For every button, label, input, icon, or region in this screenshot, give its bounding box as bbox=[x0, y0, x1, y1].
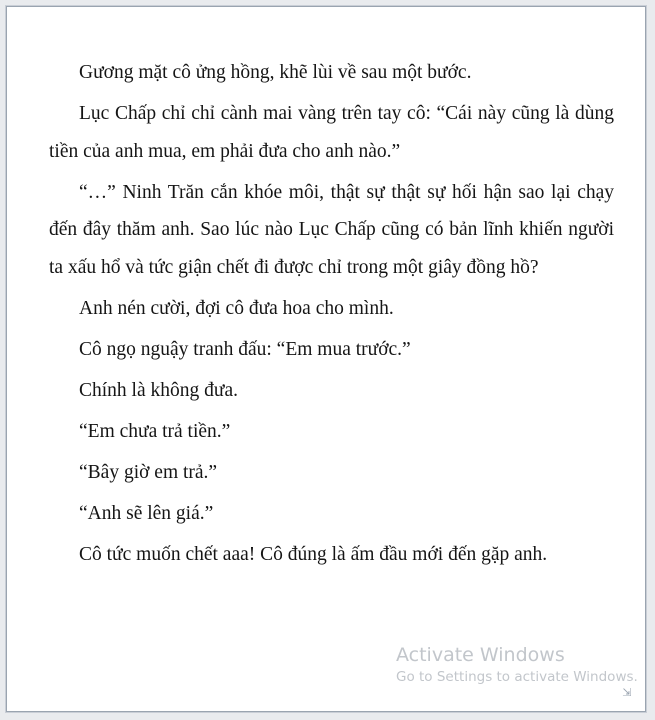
document-body bbox=[49, 54, 614, 577]
activation-watermark bbox=[391, 643, 638, 687]
paragraph-9: “Anh sẽ lên giá.” bbox=[79, 502, 214, 524]
paragraph-6: Chính là không đưa. bbox=[79, 379, 238, 401]
watermark-title: Activate Windows bbox=[396, 644, 565, 666]
paragraph-7: “Em chưa trả tiền.” bbox=[79, 420, 231, 442]
paragraph-5: Cô ngọ nguậy tranh đấu: “Em mua trước.” bbox=[79, 338, 411, 360]
resize-grip-icon[interactable]: ⇲ bbox=[622, 686, 632, 699]
watermark-subtitle: Go to Settings to activate Windows. bbox=[396, 669, 638, 685]
paragraph-8: “Bây giờ em trả.” bbox=[79, 461, 218, 483]
paragraph-4: Anh nén cười, đợi cô đưa hoa cho mình. bbox=[79, 297, 394, 319]
paragraph-10: Cô tức muốn chết aaa! Cô đúng là ấm đầu mới đến gặp anh. bbox=[79, 543, 548, 565]
paragraph-3: “…” Ninh Trăn cắn khóe môi, thật sự thật sự hối hận sao lại chạy đến đây thăm anh. Sao lúc nào Lục Chấp cũng có bản lĩnh khiến người ta xấu hổ và tức giận chết đi được chỉ trong một giây đồng hồ? bbox=[49, 181, 614, 278]
document-page bbox=[6, 6, 646, 712]
paragraph-1: Gương mặt cô ửng hồng, khẽ lùi về sau một bước. bbox=[79, 62, 472, 83]
paragraph-2: Lục Chấp chỉ chỉ cành mai vàng trên tay cô: “Cái này cũng là dùng tiền của anh mua, em phải đưa cho anh nào.” bbox=[49, 103, 614, 162]
